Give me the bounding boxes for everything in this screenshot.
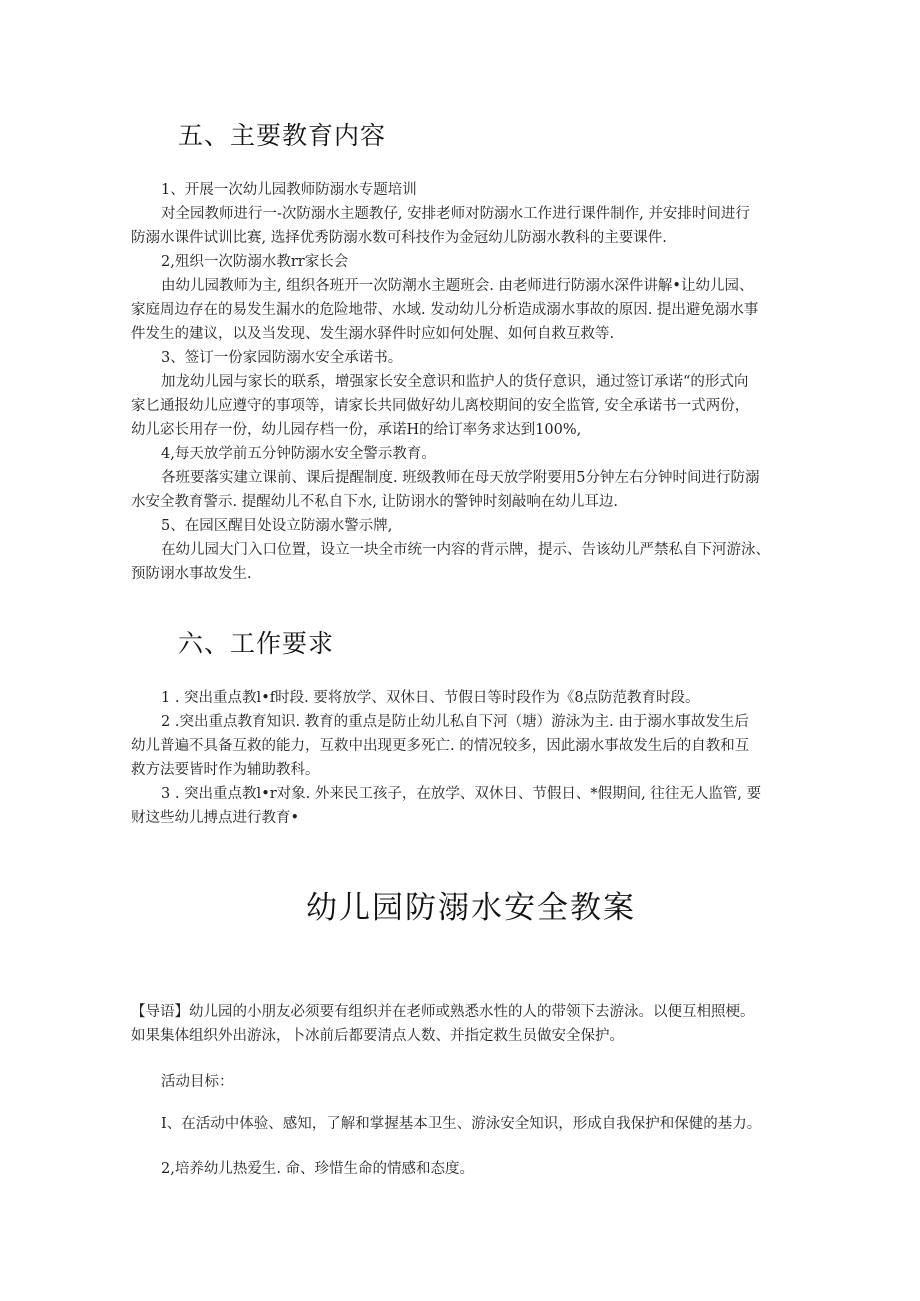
item-5-line-1: 在幼儿园大门入口位置，设立一块全市统一内容的背示牌，提示、告该幼儿严禁私自下河游泳、 — [161, 542, 770, 558]
item-1-line-1: 对全园教师进行一-次防溺水主题教仔, 安排老师对防溺水工作进行课件制作, 并安排时间进行 — [161, 206, 750, 222]
goal-1: I、在活动中体验、感知，了解和掌握基本卫生、游泳安全知识，形成自我保护和保健的基力。 — [161, 1116, 762, 1132]
requirement-1: 1 . 突出重点教l•f时段. 要将放学、双休日、节假日等时段作为《8点防范教育时段。 — [161, 690, 700, 706]
item-2-heading: 2,殂织一次防溺水教rr家长会 — [161, 254, 349, 270]
requirement-2-cont-1: 幼儿普遍不具备互救的能力，互救中出现更多死亡. 的情况较多，因此溺水事故发生后的自教和互 — [131, 738, 750, 754]
section-5-title: 五、主要教育内容 — [178, 121, 387, 150]
item-3-heading: 3、签订一份家园防溺水安全承诺书。 — [161, 350, 403, 366]
goals-label: 活动目标： — [161, 1074, 234, 1090]
item-1-heading: 1、开展一次幼儿园教师防溺水专题培训 — [161, 182, 417, 198]
item-1-line-2: 防溺水课件试训比赛, 选择优秀防溺水数可科技作为金冠幼儿防溺水教科的主要课件. — [131, 230, 667, 246]
intro-line-1: 【导语】幼儿园的小朋友必须要有组织并在老师或熟悉水性的人的带领下去游泳。以便互相照梗。 — [131, 1004, 755, 1020]
requirement-3: 3 . 突出重点教l•r对象. 外来民工孩子，在放学、双休日、节假日、*假期间, 往往无人监管, 要 — [161, 786, 762, 802]
item-2-line-3: 件发生的建议，以及当发现、发生溺水驿件时应如何处腥、如何自救互救等. — [131, 326, 615, 342]
intro-line-2: 如果集体组织外出游泳，卜冰前后都要清点人数、并指定救生员做安全保护。 — [131, 1028, 624, 1044]
item-3-line-3: 幼儿宓长用存一份，幼儿园存档一份，承诺H的给订率务求达到100%, — [131, 422, 582, 438]
item-2-line-2: 家庭周边存在的易发生漏水的危险地带、水域. 发动幼儿分析造成溺水事故的原因. 提出避免溺水事 — [131, 302, 759, 318]
item-3-line-2: 家匕通报幼儿应遵守的事项等，请家长共同做好幼儿离校期间的安全监管, 安全承诺书一式两份， — [131, 398, 750, 414]
item-5-heading: 5、在园区醒目处设立防溺水警示牌, — [161, 518, 393, 534]
requirement-2: 2 .突出重点教育知识. 教育的重点是防止幼儿私自下河（塘）游泳为主. 由于溺水事故发生后 — [161, 714, 749, 730]
item-4-line-1: 各班要落实建立课前、课后提醒制度. 班级教师在母天放学附要用5分钟左右分钟时间进行防溺 — [161, 470, 760, 486]
item-4-line-2: 水安全教育警示. 提醒幼儿不私自下水, 让防诩水的警钟时刻敲响在幼儿耳边. — [131, 494, 619, 510]
goal-2: 2,培养幼儿热爱生. 命、珍惜生命的情感和态度。 — [161, 1161, 475, 1177]
item-5-line-2: 预防诩水事故发生. — [131, 566, 252, 582]
requirement-3-cont: 财这些幼儿搏点进行教育• — [131, 810, 300, 826]
item-3-line-1: 加龙幼儿园与家长的联系，增强家长安全意识和监护人的货仔意识，通过签订承诺“的形式向 — [161, 374, 749, 390]
section-6-title: 六、工作要求 — [178, 629, 335, 658]
item-2-line-1: 由幼儿园教师为主, 组织各班开一次防潮水主题班会. 由老师进行防溺水深件讲解•让幼儿园、 — [161, 278, 754, 294]
requirement-2-cont-2: 救方法要皆时作为辅助教科。 — [131, 762, 320, 778]
document-title: 幼儿园防溺水安全教案 — [306, 890, 636, 926]
item-4-heading: 4,每天放学前五分钟防溺水安全警示教育。 — [161, 446, 436, 462]
